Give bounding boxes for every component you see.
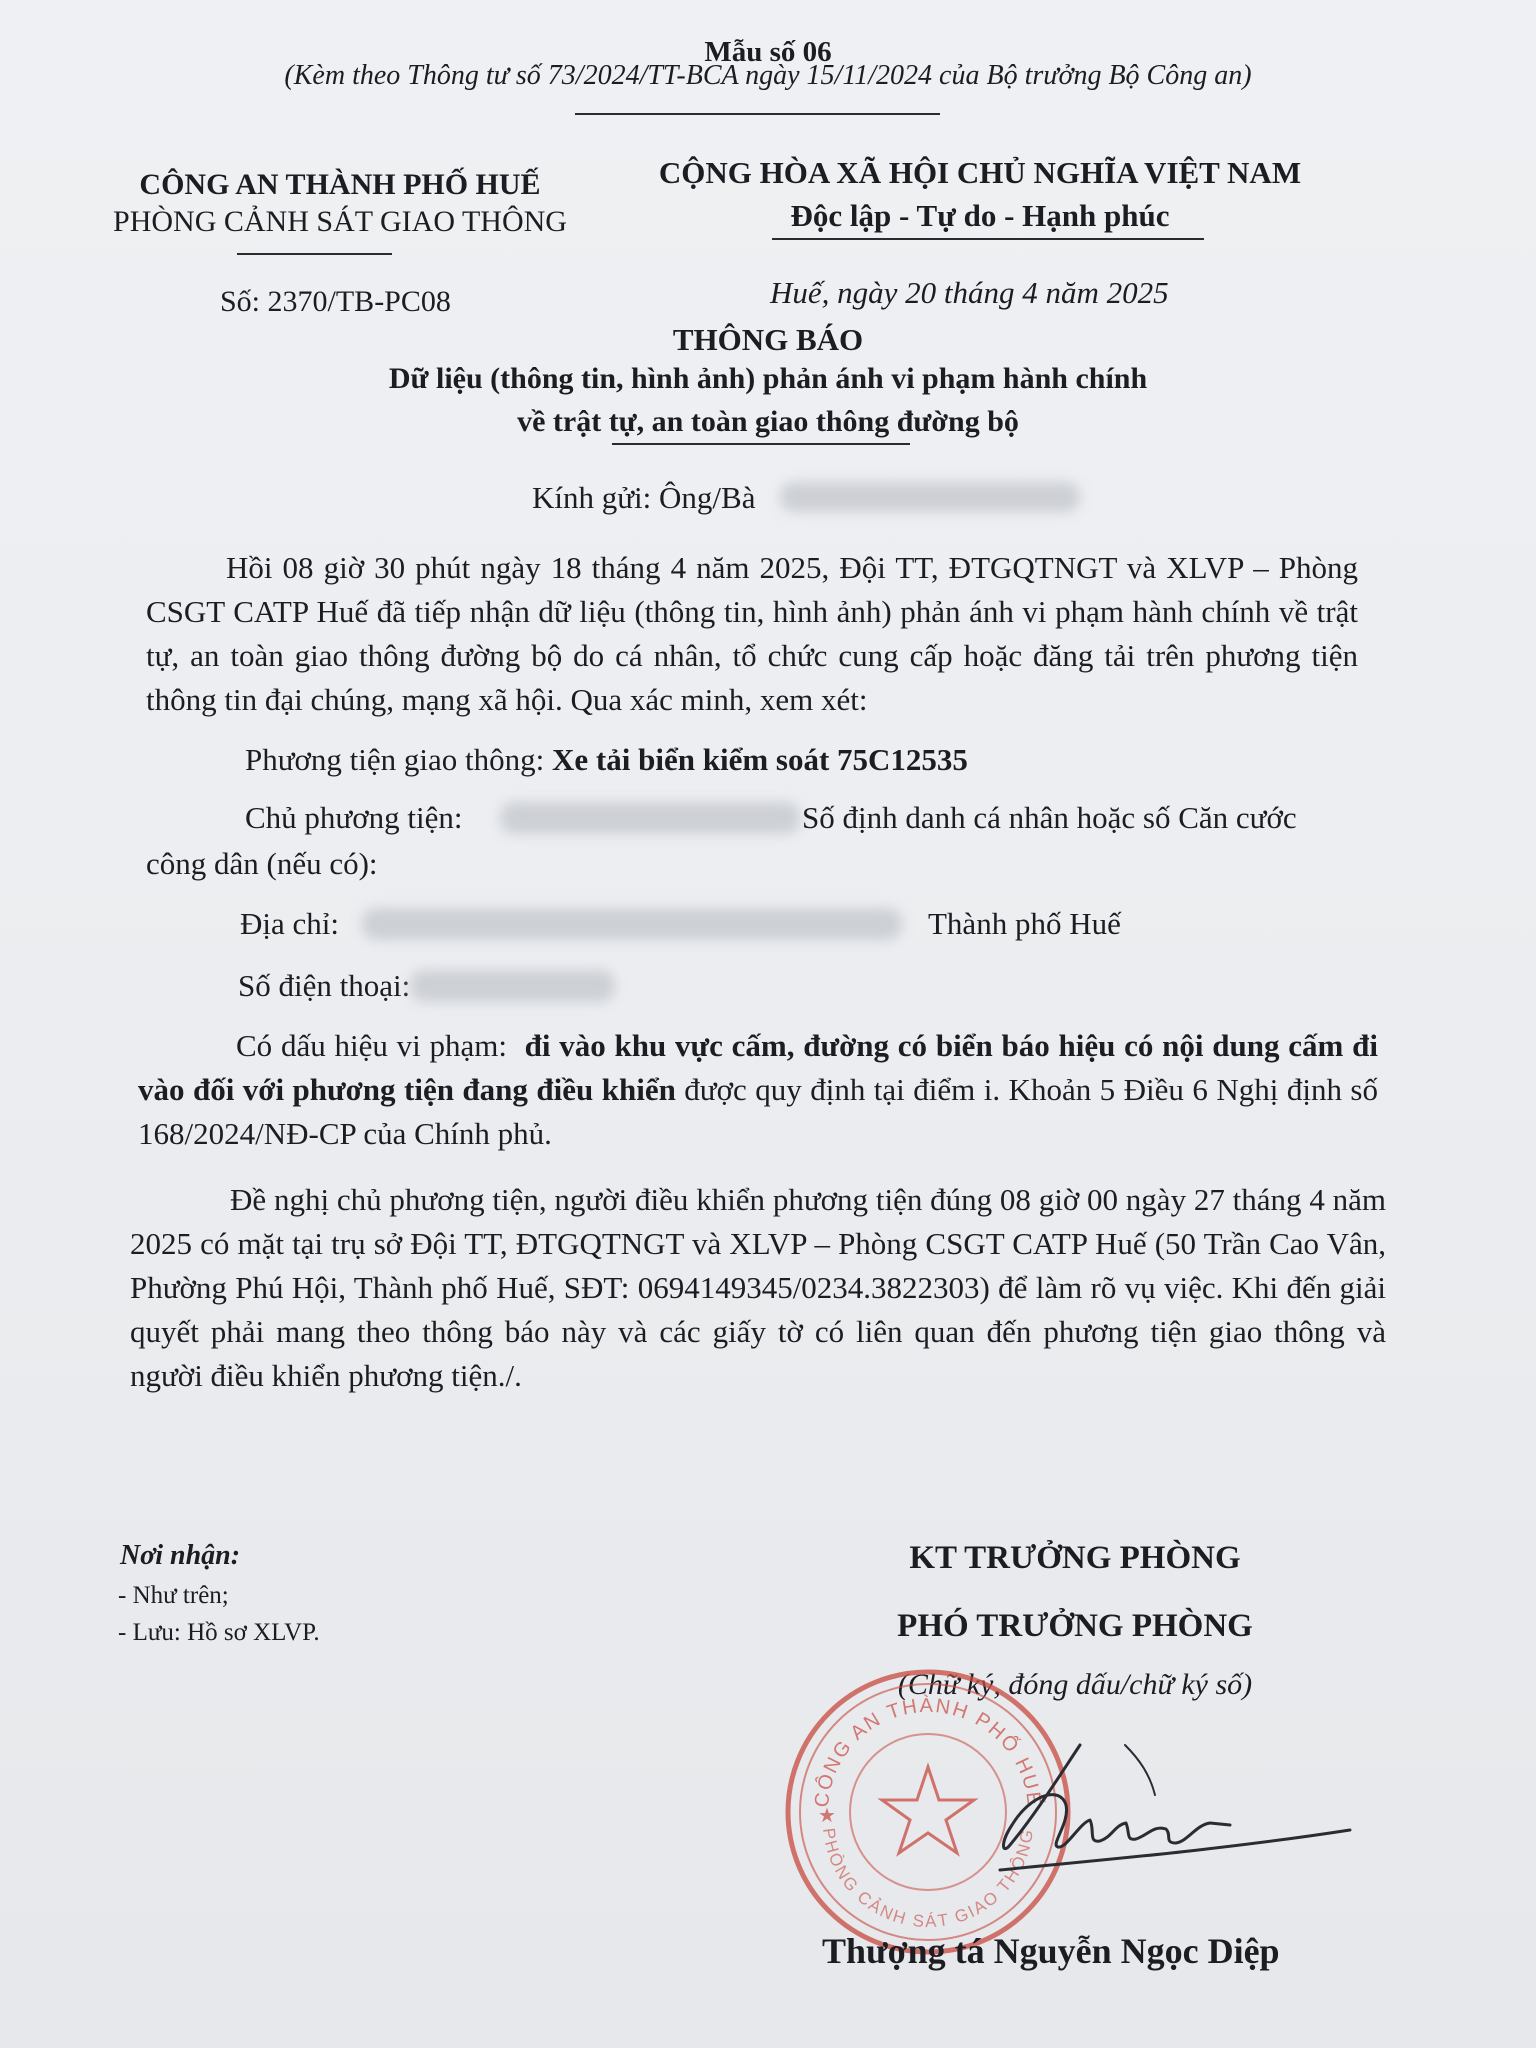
signer-name: Thượng tá Nguyễn Ngọc Diệp (822, 1931, 1280, 1971)
agency-name: CÔNG AN THÀNH PHỐ HUẾ (139, 168, 541, 201)
svg-text:CÔNG AN THÀNH PHỐ HUẾ: CÔNG AN THÀNH PHỐ HUẾ (810, 1694, 1046, 1809)
address-city: Thành phố Huế (928, 906, 1121, 941)
divider (237, 253, 392, 255)
place-date: Huế, ngày 20 tháng 4 năm 2025 (770, 275, 1169, 310)
recipients-title: Nơi nhận: (120, 1540, 241, 1571)
violation-paragraph (138, 1024, 1378, 1156)
form-subtitle: (Kèm theo Thông tư số 73/2024/TT-BCA ngày 15/11/2024 của Bộ trưởng Bộ Công an) (284, 60, 1252, 91)
vehicle-label: Phương tiện giao thông: (245, 742, 545, 777)
form-number: Mẫu số 06 (704, 36, 832, 68)
violation-label: Có dấu hiệu vi phạm: (236, 1028, 508, 1063)
divider (575, 113, 940, 115)
handwritten-signature (940, 1725, 1360, 1875)
phone-label: Số điện thoại: (238, 968, 411, 1003)
svg-text:PHÒNG CẢNH SÁT GIAO THÔNG: PHÒNG CẢNH SÁT GIAO THÔNG (819, 1826, 1038, 1932)
divider (772, 238, 1204, 240)
document-number: Số: 2370/TB-PC08 (220, 285, 451, 318)
redacted-address (362, 908, 902, 940)
id-label: Số định danh cá nhân hoặc số Căn cước (802, 800, 1297, 835)
vehicle-field (245, 742, 968, 778)
legal-basis: được quy định tại điểm i. Khoản 5 Điều 6 Nghị định số 168/2024/NĐ-CP của Chính phủ. (138, 1072, 1378, 1151)
signer-role-1: KT TRƯỞNG PHÒNG (909, 1540, 1241, 1576)
recipient-item: - Như trên; (118, 1582, 229, 1609)
redacted-owner (500, 802, 800, 834)
country-motto: Độc lập - Tự do - Hạnh phúc (790, 198, 1170, 233)
signer-role-2: PHÓ TRƯỞNG PHÒNG (897, 1608, 1253, 1644)
body-paragraph: Hồi 08 giờ 30 phút ngày 18 tháng 4 năm 2025, Đội TT, ĐTGQTNGT và XLVP – Phòng CSGT CATP Huế đã tiếp nhận dữ liệu (thông tin, hình ảnh) phản ánh vi phạm hành chính về trật tự, an toàn giao thông đường bộ do cá nhân, tổ chức cung cấp hoặc đăng tải trên phương tiện thông tin đại chúng, mạng xã hội. Qua xác minh, xem xét: (146, 550, 1358, 717)
vehicle-value: Xe tải biển kiểm soát 75C12535 (552, 742, 968, 777)
notice-subject: Dữ liệu (thông tin, hình ảnh) phản ánh vi phạm hành chính (388, 362, 1148, 395)
notice-title: THÔNG BÁO (672, 322, 864, 357)
addressee-label: Kính gửi: Ông/Bà (532, 480, 756, 515)
agency-department: PHÒNG CẢNH SÁT GIAO THÔNG (113, 205, 567, 238)
divider (612, 443, 910, 445)
svg-text:★: ★ (818, 1805, 836, 1827)
recipient-item: - Lưu: Hồ sơ XLVP. (118, 1619, 320, 1646)
id-label-cont: công dân (nếu có): (146, 846, 378, 881)
request-paragraph: Đề nghị chủ phương tiện, người điều khiển phương tiện đúng 08 giờ 00 ngày 27 tháng 4 năm 2025 có mặt tại trụ sở Đội TT, ĐTGQTNGT và XLVP – Phòng CSGT CATP Huế (50 Trần Cao Vân, Phường Phú Hội, Thành phố Huế, SĐT: 0694149345/0234.3822303) để làm rõ vụ việc. Khi đến giải quyết phải mang theo thông báo này và các giấy tờ có liên quan đến phương tiện giao thông và người điều khiển phương tiện./. (130, 1182, 1386, 1393)
redacted-name (780, 482, 1080, 512)
country-name: CỘNG HÒA XÃ HỘI CHỦ NGHĨA VIỆT NAM (658, 155, 1302, 190)
notice-subject: về trật tự, an toàn giao thông đường bộ (517, 405, 1019, 438)
redacted-phone (410, 970, 615, 1002)
signature-note: (Chữ ký, đóng dấu/chữ ký số) (897, 1668, 1253, 1701)
owner-label: Chủ phương tiện: (245, 800, 463, 835)
address-label: Địa chỉ: (240, 906, 339, 941)
violation-text: đi vào khu vực cấm, đường có biển báo hiệu có nội dung cấm đi vào đối với phương tiện đang điều khiển (138, 1028, 1379, 1107)
